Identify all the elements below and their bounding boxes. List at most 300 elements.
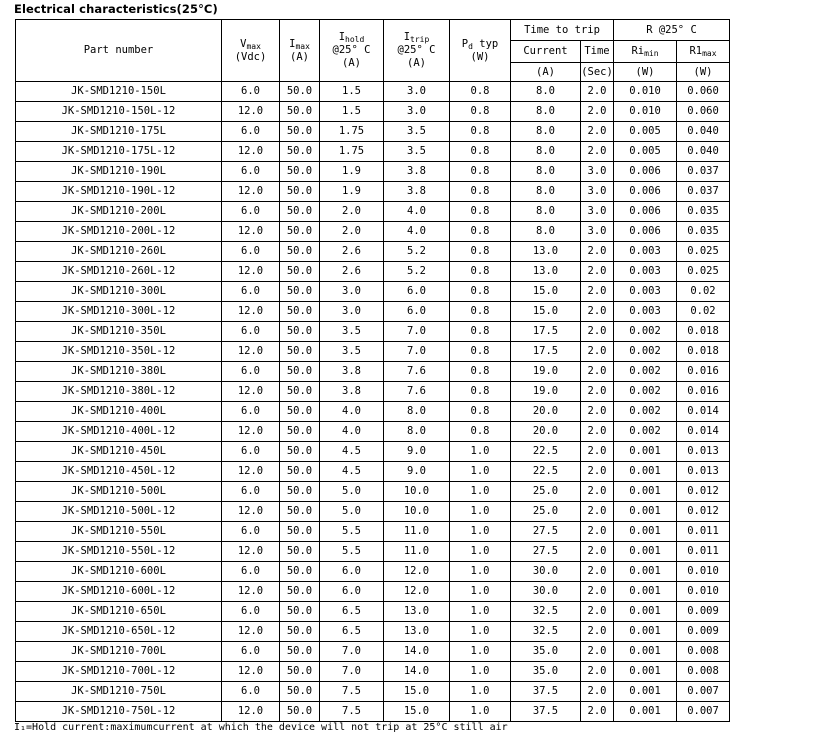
cell-itrip: 12.0	[384, 562, 450, 582]
cell-itrip: 6.0	[384, 282, 450, 302]
cell-trip-current: 35.0	[511, 662, 581, 682]
cell-part-number: JK-SMD1210-400L	[16, 402, 222, 422]
cell-part-number: JK-SMD1210-190L-12	[16, 182, 222, 202]
cell-trip-current: 25.0	[511, 482, 581, 502]
table-row	[16, 382, 730, 402]
cell-itrip: 4.0	[384, 202, 450, 222]
header-time-to-trip: Time to trip	[511, 20, 614, 41]
cell-trip-current: 15.0	[511, 282, 581, 302]
cell-rimin: 0.001	[614, 482, 677, 502]
cell-r1max: 0.010	[677, 562, 730, 582]
cell-rimin: 0.003	[614, 242, 677, 262]
cell-vmax: 6.0	[222, 402, 280, 422]
cell-trip-current: 8.0	[511, 202, 581, 222]
cell-itrip: 13.0	[384, 602, 450, 622]
cell-vmax: 6.0	[222, 162, 280, 182]
cell-ihold: 5.5	[320, 542, 384, 562]
cell-imax: 50.0	[280, 342, 320, 362]
cell-part-number: JK-SMD1210-260L-12	[16, 262, 222, 282]
cell-ihold: 1.9	[320, 182, 384, 202]
cell-trip-current: 22.5	[511, 462, 581, 482]
table-row	[16, 262, 730, 282]
cell-trip-current: 19.0	[511, 362, 581, 382]
cell-r1max: 0.011	[677, 522, 730, 542]
cell-vmax: 6.0	[222, 442, 280, 462]
cell-trip-time: 2.0	[581, 502, 614, 522]
table-row	[16, 142, 730, 162]
cell-imax: 50.0	[280, 222, 320, 242]
cell-part-number: JK-SMD1210-380L-12	[16, 382, 222, 402]
cell-pd-typ: 1.0	[450, 562, 511, 582]
cell-vmax: 6.0	[222, 202, 280, 222]
table-row	[16, 322, 730, 342]
cell-imax: 50.0	[280, 562, 320, 582]
cell-rimin: 0.001	[614, 642, 677, 662]
cell-ihold: 1.9	[320, 162, 384, 182]
cell-trip-current: 17.5	[511, 322, 581, 342]
table-row	[16, 302, 730, 322]
header-time-unit: (Sec)	[581, 63, 614, 82]
cell-imax: 50.0	[280, 602, 320, 622]
cell-trip-current: 13.0	[511, 262, 581, 282]
cell-trip-time: 2.0	[581, 622, 614, 642]
cell-rimin: 0.006	[614, 222, 677, 242]
cell-ihold: 6.0	[320, 582, 384, 602]
cell-rimin: 0.010	[614, 102, 677, 122]
cell-pd-typ: 0.8	[450, 202, 511, 222]
cell-ihold: 5.0	[320, 482, 384, 502]
table-row	[16, 342, 730, 362]
cell-trip-time: 2.0	[581, 422, 614, 442]
table-row	[16, 562, 730, 582]
cell-trip-time: 2.0	[581, 402, 614, 422]
cell-part-number: JK-SMD1210-600L	[16, 562, 222, 582]
cell-trip-time: 2.0	[581, 682, 614, 702]
cell-imax: 50.0	[280, 622, 320, 642]
header-pd-typ: Pd typ (W)	[450, 20, 511, 82]
cell-pd-typ: 1.0	[450, 442, 511, 462]
cell-vmax: 12.0	[222, 102, 280, 122]
cell-ihold: 2.6	[320, 262, 384, 282]
cell-itrip: 6.0	[384, 302, 450, 322]
cell-trip-current: 30.0	[511, 582, 581, 602]
cell-pd-typ: 1.0	[450, 642, 511, 662]
cell-imax: 50.0	[280, 82, 320, 102]
cell-vmax: 6.0	[222, 482, 280, 502]
cell-rimin: 0.003	[614, 262, 677, 282]
cell-ihold: 4.0	[320, 402, 384, 422]
cell-part-number: JK-SMD1210-750L-12	[16, 702, 222, 722]
table-row	[16, 102, 730, 122]
cell-vmax: 6.0	[222, 642, 280, 662]
cell-ihold: 4.5	[320, 442, 384, 462]
table-row	[16, 202, 730, 222]
cell-ihold: 7.0	[320, 662, 384, 682]
cell-trip-time: 2.0	[581, 322, 614, 342]
cell-vmax: 6.0	[222, 82, 280, 102]
cell-imax: 50.0	[280, 422, 320, 442]
table-row	[16, 222, 730, 242]
cell-rimin: 0.001	[614, 502, 677, 522]
cell-trip-current: 22.5	[511, 442, 581, 462]
cell-r1max: 0.02	[677, 282, 730, 302]
cell-trip-time: 3.0	[581, 182, 614, 202]
cell-pd-typ: 0.8	[450, 302, 511, 322]
cell-ihold: 4.5	[320, 462, 384, 482]
cell-trip-time: 2.0	[581, 482, 614, 502]
cell-vmax: 12.0	[222, 502, 280, 522]
cell-pd-typ: 1.0	[450, 602, 511, 622]
cell-rimin: 0.001	[614, 542, 677, 562]
cell-pd-typ: 1.0	[450, 682, 511, 702]
cell-rimin: 0.001	[614, 522, 677, 542]
cell-trip-current: 27.5	[511, 542, 581, 562]
cell-itrip: 3.5	[384, 122, 450, 142]
cell-part-number: JK-SMD1210-550L-12	[16, 542, 222, 562]
cell-part-number: JK-SMD1210-175L	[16, 122, 222, 142]
cell-trip-time: 2.0	[581, 442, 614, 462]
cell-trip-time: 2.0	[581, 342, 614, 362]
cell-rimin: 0.006	[614, 162, 677, 182]
cell-ihold: 6.0	[320, 562, 384, 582]
cell-pd-typ: 1.0	[450, 622, 511, 642]
cell-vmax: 12.0	[222, 302, 280, 322]
cell-ihold: 2.0	[320, 222, 384, 242]
cell-trip-current: 27.5	[511, 522, 581, 542]
cell-part-number: JK-SMD1210-500L	[16, 482, 222, 502]
cell-rimin: 0.005	[614, 142, 677, 162]
cell-trip-current: 15.0	[511, 302, 581, 322]
cell-part-number: JK-SMD1210-450L-12	[16, 462, 222, 482]
cell-trip-current: 25.0	[511, 502, 581, 522]
cell-pd-typ: 0.8	[450, 282, 511, 302]
cell-pd-typ: 1.0	[450, 542, 511, 562]
cell-trip-time: 2.0	[581, 662, 614, 682]
cell-r1max: 0.060	[677, 102, 730, 122]
header-r1max-unit: (W)	[677, 63, 730, 82]
cell-trip-time: 3.0	[581, 222, 614, 242]
header-ihold: Ihold @25° C (A)	[320, 20, 384, 82]
table-row	[16, 462, 730, 482]
cell-imax: 50.0	[280, 362, 320, 382]
header-current: Current	[511, 41, 581, 63]
table-row	[16, 702, 730, 722]
cell-rimin: 0.006	[614, 182, 677, 202]
cell-ihold: 5.0	[320, 502, 384, 522]
cell-imax: 50.0	[280, 482, 320, 502]
cell-rimin: 0.006	[614, 202, 677, 222]
cell-itrip: 7.0	[384, 342, 450, 362]
cell-rimin: 0.002	[614, 322, 677, 342]
cell-vmax: 12.0	[222, 542, 280, 562]
cell-imax: 50.0	[280, 642, 320, 662]
cell-imax: 50.0	[280, 262, 320, 282]
cell-ihold: 3.8	[320, 382, 384, 402]
cell-r1max: 0.025	[677, 262, 730, 282]
cell-ihold: 3.5	[320, 322, 384, 342]
cell-ihold: 1.5	[320, 82, 384, 102]
cell-itrip: 3.0	[384, 102, 450, 122]
cell-pd-typ: 1.0	[450, 502, 511, 522]
cell-ihold: 1.5	[320, 102, 384, 122]
cell-imax: 50.0	[280, 542, 320, 562]
cell-rimin: 0.001	[614, 702, 677, 722]
cell-imax: 50.0	[280, 462, 320, 482]
cell-part-number: JK-SMD1210-200L-12	[16, 222, 222, 242]
cell-trip-time: 2.0	[581, 562, 614, 582]
cell-itrip: 8.0	[384, 402, 450, 422]
cell-r1max: 0.013	[677, 442, 730, 462]
cell-rimin: 0.003	[614, 302, 677, 322]
cell-trip-time: 2.0	[581, 382, 614, 402]
cell-pd-typ: 0.8	[450, 102, 511, 122]
table-row	[16, 162, 730, 182]
cell-imax: 50.0	[280, 442, 320, 462]
cell-trip-time: 2.0	[581, 642, 614, 662]
cell-itrip: 8.0	[384, 422, 450, 442]
cell-vmax: 6.0	[222, 682, 280, 702]
section-title: Electrical characteristics(25°C)	[14, 2, 218, 16]
cell-r1max: 0.040	[677, 142, 730, 162]
header-r1max: R1max	[677, 41, 730, 63]
cell-vmax: 12.0	[222, 582, 280, 602]
cell-imax: 50.0	[280, 302, 320, 322]
cell-rimin: 0.001	[614, 622, 677, 642]
cell-imax: 50.0	[280, 402, 320, 422]
cell-vmax: 12.0	[222, 222, 280, 242]
cell-trip-current: 30.0	[511, 562, 581, 582]
cell-ihold: 4.0	[320, 422, 384, 442]
cell-trip-current: 8.0	[511, 222, 581, 242]
cell-itrip: 14.0	[384, 662, 450, 682]
cell-itrip: 5.2	[384, 262, 450, 282]
cell-ihold: 7.5	[320, 702, 384, 722]
cell-itrip: 5.2	[384, 242, 450, 262]
cell-pd-typ: 0.8	[450, 222, 511, 242]
table-row	[16, 482, 730, 502]
table-row	[16, 402, 730, 422]
cell-pd-typ: 0.8	[450, 322, 511, 342]
cell-r1max: 0.007	[677, 682, 730, 702]
cell-r1max: 0.025	[677, 242, 730, 262]
cell-pd-typ: 0.8	[450, 422, 511, 442]
cell-trip-current: 13.0	[511, 242, 581, 262]
cell-imax: 50.0	[280, 382, 320, 402]
cell-pd-typ: 0.8	[450, 382, 511, 402]
table-row	[16, 122, 730, 142]
cell-ihold: 1.75	[320, 142, 384, 162]
cell-itrip: 7.0	[384, 322, 450, 342]
cell-rimin: 0.002	[614, 422, 677, 442]
cell-part-number: JK-SMD1210-400L-12	[16, 422, 222, 442]
cell-imax: 50.0	[280, 142, 320, 162]
table-row	[16, 182, 730, 202]
cell-part-number: JK-SMD1210-380L	[16, 362, 222, 382]
cell-trip-time: 2.0	[581, 242, 614, 262]
cell-vmax: 12.0	[222, 702, 280, 722]
cell-rimin: 0.002	[614, 362, 677, 382]
cell-imax: 50.0	[280, 282, 320, 302]
table-row	[16, 282, 730, 302]
cell-r1max: 0.012	[677, 502, 730, 522]
cell-trip-current: 37.5	[511, 682, 581, 702]
cell-part-number: JK-SMD1210-650L	[16, 602, 222, 622]
cell-trip-current: 8.0	[511, 82, 581, 102]
cell-rimin: 0.001	[614, 682, 677, 702]
cell-rimin: 0.002	[614, 402, 677, 422]
cell-ihold: 7.0	[320, 642, 384, 662]
cell-pd-typ: 1.0	[450, 662, 511, 682]
cell-trip-time: 2.0	[581, 602, 614, 622]
table-row	[16, 622, 730, 642]
cell-rimin: 0.001	[614, 562, 677, 582]
cell-itrip: 15.0	[384, 682, 450, 702]
cell-vmax: 6.0	[222, 322, 280, 342]
cell-itrip: 10.0	[384, 502, 450, 522]
cell-trip-time: 2.0	[581, 262, 614, 282]
header-current-unit: (A)	[511, 63, 581, 82]
cell-r1max: 0.010	[677, 582, 730, 602]
cell-ihold: 2.6	[320, 242, 384, 262]
cell-pd-typ: 1.0	[450, 462, 511, 482]
cell-itrip: 13.0	[384, 622, 450, 642]
cell-rimin: 0.001	[614, 662, 677, 682]
cell-rimin: 0.001	[614, 442, 677, 462]
cell-trip-time: 2.0	[581, 142, 614, 162]
cell-trip-time: 3.0	[581, 202, 614, 222]
cell-pd-typ: 0.8	[450, 82, 511, 102]
cell-r1max: 0.008	[677, 662, 730, 682]
cell-vmax: 12.0	[222, 622, 280, 642]
cell-r1max: 0.018	[677, 342, 730, 362]
cell-itrip: 12.0	[384, 582, 450, 602]
cell-vmax: 12.0	[222, 382, 280, 402]
cell-vmax: 12.0	[222, 422, 280, 442]
table-row	[16, 642, 730, 662]
cell-rimin: 0.002	[614, 382, 677, 402]
cell-imax: 50.0	[280, 102, 320, 122]
cell-imax: 50.0	[280, 202, 320, 222]
cell-rimin: 0.001	[614, 582, 677, 602]
cell-imax: 50.0	[280, 682, 320, 702]
cell-itrip: 14.0	[384, 642, 450, 662]
cell-trip-current: 8.0	[511, 142, 581, 162]
cell-ihold: 7.5	[320, 682, 384, 702]
cell-part-number: JK-SMD1210-260L	[16, 242, 222, 262]
cell-imax: 50.0	[280, 522, 320, 542]
cell-pd-typ: 1.0	[450, 482, 511, 502]
cell-itrip: 15.0	[384, 702, 450, 722]
cell-vmax: 12.0	[222, 342, 280, 362]
header-itrip: Itrip @25° C (A)	[384, 20, 450, 82]
table-row	[16, 522, 730, 542]
cell-itrip: 11.0	[384, 522, 450, 542]
header-imax: Imax (A)	[280, 20, 320, 82]
table-row	[16, 682, 730, 702]
cell-vmax: 6.0	[222, 362, 280, 382]
cell-r1max: 0.009	[677, 622, 730, 642]
cell-rimin: 0.005	[614, 122, 677, 142]
table-row	[16, 362, 730, 382]
cell-pd-typ: 1.0	[450, 702, 511, 722]
cell-vmax: 12.0	[222, 142, 280, 162]
cell-vmax: 12.0	[222, 182, 280, 202]
cell-r1max: 0.007	[677, 702, 730, 722]
header-vmax: Vmax (Vdc)	[222, 20, 280, 82]
cell-vmax: 6.0	[222, 282, 280, 302]
cell-pd-typ: 0.8	[450, 402, 511, 422]
cell-part-number: JK-SMD1210-650L-12	[16, 622, 222, 642]
cell-vmax: 12.0	[222, 662, 280, 682]
cell-itrip: 3.5	[384, 142, 450, 162]
cell-part-number: JK-SMD1210-350L	[16, 322, 222, 342]
table-body	[16, 82, 730, 722]
cell-trip-time: 2.0	[581, 122, 614, 142]
cell-r1max: 0.037	[677, 182, 730, 202]
cell-pd-typ: 0.8	[450, 122, 511, 142]
cell-part-number: JK-SMD1210-150L	[16, 82, 222, 102]
cell-r1max: 0.013	[677, 462, 730, 482]
table-row	[16, 422, 730, 442]
cell-r1max: 0.016	[677, 382, 730, 402]
cell-trip-time: 2.0	[581, 702, 614, 722]
cell-pd-typ: 0.8	[450, 182, 511, 202]
cell-trip-current: 8.0	[511, 162, 581, 182]
cell-imax: 50.0	[280, 582, 320, 602]
cell-vmax: 6.0	[222, 122, 280, 142]
cell-pd-typ: 0.8	[450, 142, 511, 162]
cell-trip-current: 8.0	[511, 122, 581, 142]
cell-trip-time: 3.0	[581, 162, 614, 182]
cell-part-number: JK-SMD1210-150L-12	[16, 102, 222, 122]
cell-rimin: 0.002	[614, 342, 677, 362]
cell-r1max: 0.014	[677, 422, 730, 442]
cell-trip-current: 32.5	[511, 602, 581, 622]
table-row	[16, 662, 730, 682]
cell-trip-current: 37.5	[511, 702, 581, 722]
cell-itrip: 11.0	[384, 542, 450, 562]
cell-r1max: 0.060	[677, 82, 730, 102]
header-part-number: Part number	[16, 20, 222, 82]
cell-imax: 50.0	[280, 122, 320, 142]
cell-itrip: 9.0	[384, 462, 450, 482]
cell-ihold: 3.8	[320, 362, 384, 382]
cell-r1max: 0.008	[677, 642, 730, 662]
cell-itrip: 7.6	[384, 362, 450, 382]
cell-part-number: JK-SMD1210-300L-12	[16, 302, 222, 322]
cell-pd-typ: 1.0	[450, 522, 511, 542]
cell-imax: 50.0	[280, 322, 320, 342]
cell-part-number: JK-SMD1210-500L-12	[16, 502, 222, 522]
cell-vmax: 6.0	[222, 522, 280, 542]
cell-trip-current: 17.5	[511, 342, 581, 362]
table-row	[16, 442, 730, 462]
header-rimin: Rimin	[614, 41, 677, 63]
cell-part-number: JK-SMD1210-175L-12	[16, 142, 222, 162]
cell-rimin: 0.003	[614, 282, 677, 302]
table-row	[16, 502, 730, 522]
cell-imax: 50.0	[280, 702, 320, 722]
cell-ihold: 6.5	[320, 602, 384, 622]
cell-vmax: 6.0	[222, 242, 280, 262]
table-row	[16, 542, 730, 562]
cell-r1max: 0.037	[677, 162, 730, 182]
cell-r1max: 0.035	[677, 202, 730, 222]
cell-trip-time: 2.0	[581, 302, 614, 322]
footnote: I₁=Hold current:maximumcurrent at which the device will not trip at 25°C still air	[14, 722, 508, 733]
cell-trip-current: 19.0	[511, 382, 581, 402]
cell-pd-typ: 1.0	[450, 582, 511, 602]
